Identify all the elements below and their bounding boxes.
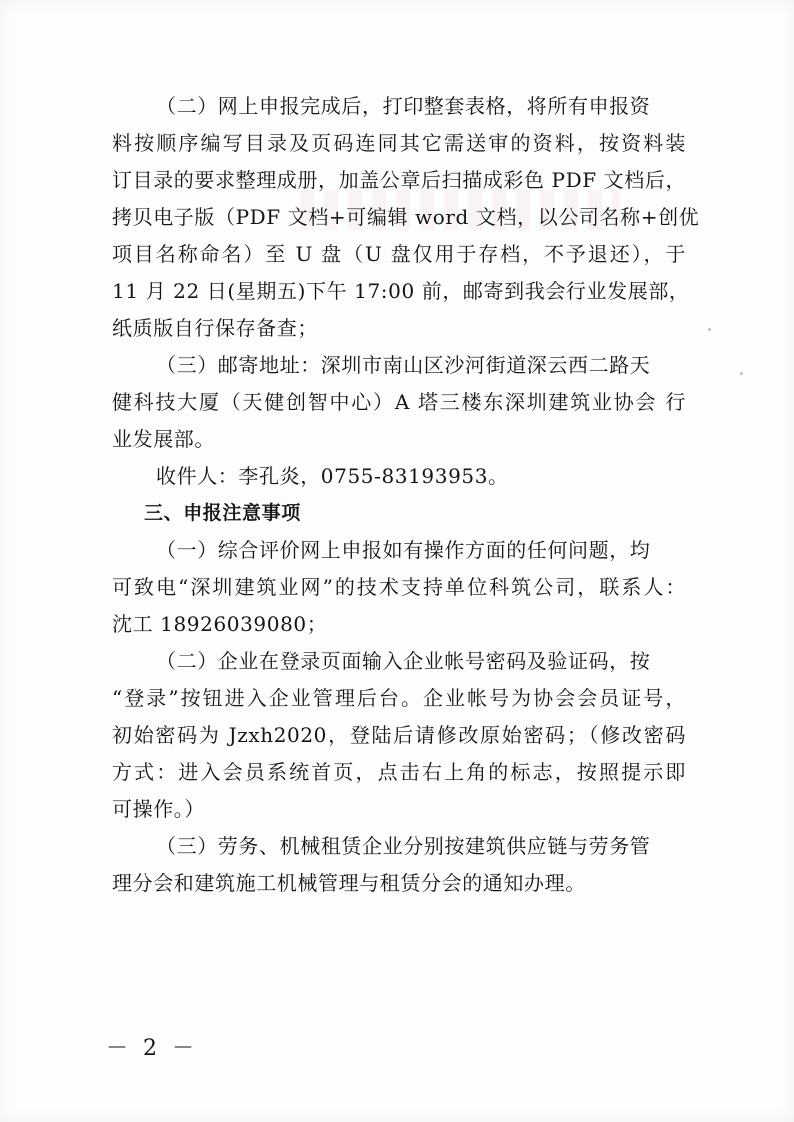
paragraph-line: 料按顺序编写目录及页码连同其它需送审的资料，按资料装 [112,131,686,155]
paragraph-line: 拷贝电子版（PDF 文档+可编辑 word 文档，以公司名称+创优 [112,205,700,229]
paragraph-line: 订目录的要求整理成册，加盖公章后扫描成彩色 PDF 文档后， [112,168,687,192]
paragraph-line: 纸质版自行保存备查； [112,316,318,340]
paragraph-line: 可操作。） [112,797,205,821]
paragraph-line: 可致电“深圳建筑业网”的技术支持单位科筑公司，联系人： [112,575,686,599]
paragraph-line: （三）邮寄地址：深圳市南山区沙河街道深云西二路天 [156,353,651,377]
paragraph-line: 11 月 22 日(星期五)下午 17:00 前，邮寄到我会行业发展部， [112,279,690,303]
paragraph-line: （三）劳务、机械租赁企业分别按建筑供应链与劳务管 [156,834,651,858]
paragraph-line: “登录”按钮进入企业管理后台。企业帐号为协会会员证号， [112,686,686,710]
section-heading: 三、申报注意事项 [144,502,301,524]
paragraph-line: 理分会和建筑施工机械管理与租赁分会的通知办理。 [112,871,586,895]
recipient-line: 收件人：李孔炎，0755-83193953。 [156,464,509,488]
paragraph-line: 沈工 18926039080； [112,612,328,636]
paragraph-line: 业发展部。 [112,427,215,451]
paragraph-line: （二）企业在登录页面输入企业帐号密码及验证码，按 [156,649,651,673]
scan-speck [740,372,743,375]
paragraph-line: 方式：进入会员系统首页，点击右上角的标志，按照提示即 [112,760,686,784]
paragraph-line: 初始密码为 Jzxh2020，登陆后请修改原始密码；（修改密码 [112,723,686,747]
paragraph-line: （一）综合评价网上申报如有操作方面的任何问题，均 [156,538,651,562]
scan-speck [708,328,711,331]
paragraph-line: 项目名称命名）至 U 盘（U 盘仅用于存档，不予退还），于 [112,242,686,266]
page-number: － 2 － [106,1036,198,1061]
paragraph-line: （二）网上申报完成后，打印整套表格，将所有申报资 [156,94,651,118]
paragraph-line: 健科技大厦（天健创智中心）A 塔三楼东深圳建筑业协会 行 [112,390,686,414]
